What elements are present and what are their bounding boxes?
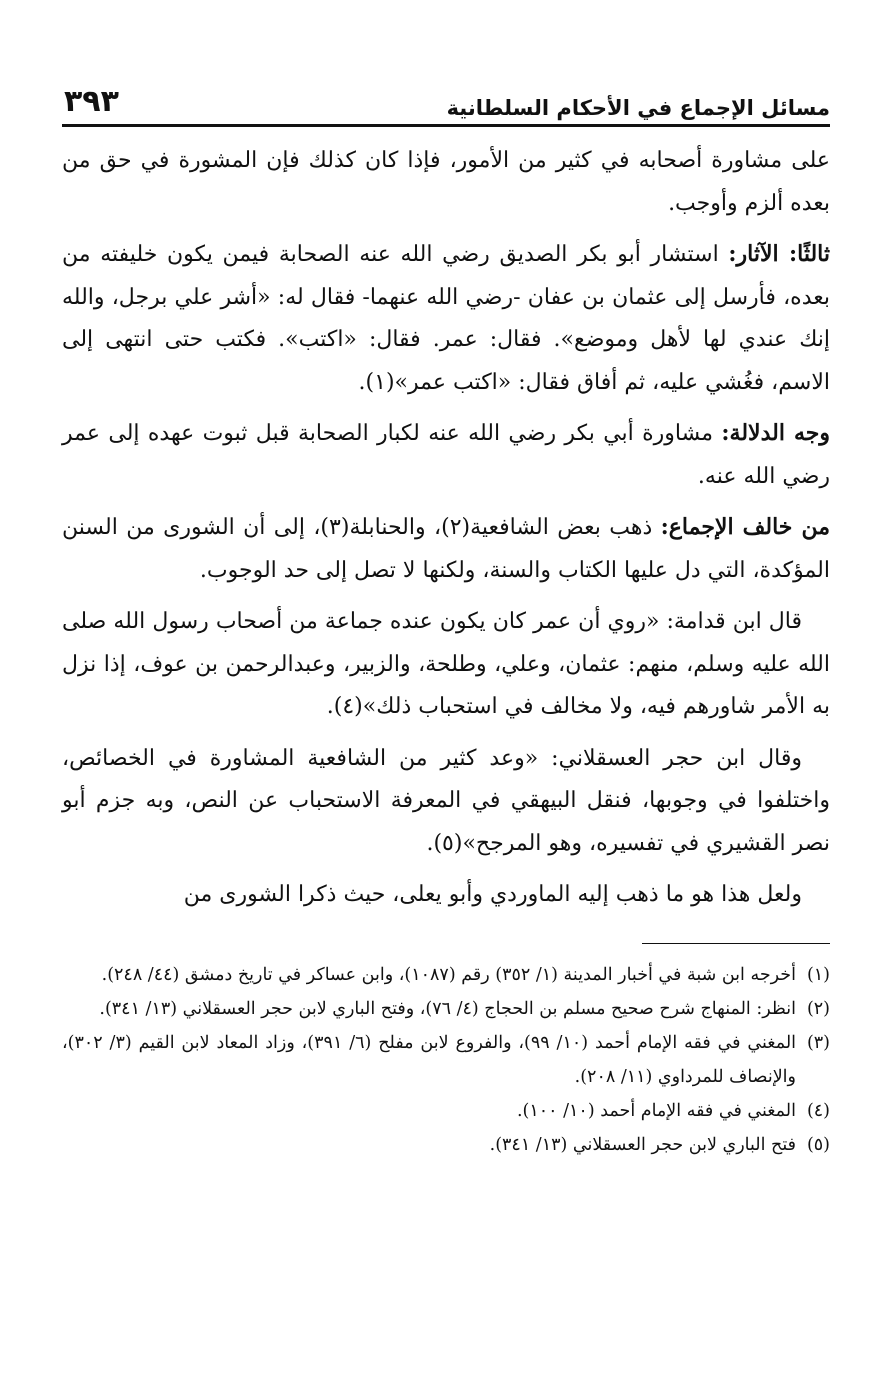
running-title: مسائل الإجماع في الأحكام السلطانية	[446, 96, 830, 120]
footnote-separator	[642, 943, 830, 944]
footnote-number: (٥)	[806, 1134, 830, 1155]
paragraph-heading: وجه الدلالة:	[721, 420, 830, 446]
paragraph-text: قال ابن قدامة: «روي أن عمر كان يكون عنده جماعة من أصحاب رسول الله صلى الله عليه وسلم، منهم: عثمان، وعلي، وطلحة، والزبير، وعبدالرحمن بن عوف، إذا نزل به الأمر شاورهم فيه، ولا مخالف في استحباب ذلك»(٤).	[62, 609, 830, 719]
footnote-number: (١)	[806, 964, 830, 985]
footnote	[62, 1128, 830, 1162]
paragraph-text: مشاورة أبي بكر رضي الله عنه لكبار الصحابة قبل ثبوت عهده إلى عمر رضي الله عنه.	[62, 421, 830, 489]
footnote-text: المغني في فقه الإمام أحمد (١٠/ ١٠٠).	[516, 1100, 796, 1121]
footnote-number: (٤)	[806, 1100, 830, 1121]
paragraph	[62, 737, 830, 866]
footnote	[62, 1094, 830, 1128]
paragraph	[62, 600, 830, 729]
page-header	[62, 78, 830, 127]
footnote-text: المغني في فقه الإمام أحمد (١٠/ ٩٩)، والفروع لابن مفلح (٦/ ٣٩١)، وزاد المعاد لابن القيم (٣/ ٣٠٢)، والإنصاف للمرداوي (١١/ ٢٠٨).	[62, 1032, 797, 1087]
footnote	[62, 958, 830, 992]
footnote-text: انظر: المنهاج شرح صحيح مسلم بن الحجاج (٤/ ٧٦)، وفتح الباري لابن حجر العسقلاني (١٣/ ٣٤١).	[99, 998, 796, 1019]
paragraph-text: على مشاورة أصحابه في كثير من الأمور، فإذا كان كذلك فإن المشورة في حق من بعده ألزم وأوجب.	[62, 148, 830, 216]
paragraph-heading: ثالثًا: الآثار:	[728, 241, 830, 267]
paragraph-text: ولعل هذا هو ما ذهب إليه الماوردي وأبو يعلى، حيث ذكرا الشورى من	[183, 882, 802, 907]
footnote	[62, 992, 830, 1026]
paragraph	[62, 412, 830, 498]
footnotes	[62, 958, 830, 1162]
footnote-text: فتح الباري لابن حجر العسقلاني (١٣/ ٣٤١).	[489, 1134, 796, 1155]
paragraph-text: ذهب بعض الشافعية(٢)، والحنابلة(٣)، إلى أن الشورى من السنن المؤكدة، التي دل عليها الكتاب والسنة، ولكنها لا تصل إلى حد الوجوب.	[62, 515, 830, 583]
paragraph	[62, 873, 830, 917]
body-text	[62, 139, 830, 917]
footnote-number: (٢)	[806, 998, 830, 1019]
paragraph-heading: من خالف الإجماع:	[660, 514, 830, 540]
paragraph	[62, 139, 830, 225]
paragraph-text: وقال ابن حجر العسقلاني: «وعد كثير من الشافعية المشاورة في الخصائص، واختلفوا في وجوبها، فنقل البيهقي في المعرفة الاستحباب عن النص، وبه جزم أبو نصر القشيري في تفسيره، وهو المرجح»(٥).	[62, 745, 830, 856]
paragraph	[62, 506, 830, 592]
paragraph	[62, 233, 830, 404]
paragraph-text: استشار أبو بكر الصديق رضي الله عنه الصحابة فيمن يكون خليفته من بعده، فأرسل إلى عثمان بن عفان -رضي الله عنهما- فقال له: «أشر علي برجل، والله إنك عندي لها لأهل وموضع». فقال: عمر. فقال: «اكتب». فكتب حتى انتهى إلى الاسم، فغُشي عليه، ثم أفاق فقال: «اكتب عمر»(١).	[62, 242, 830, 395]
footnote-number: (٣)	[806, 1032, 830, 1053]
footnote	[62, 1026, 830, 1094]
footnote-text: أخرجه ابن شبة في أخبار المدينة (١/ ٣٥٢) رقم (١٠٨٧)، وابن عساكر في تاريخ دمشق (٤٤/ ٢٤٨).	[101, 964, 796, 985]
page-number: ٣٩٣	[64, 84, 119, 119]
